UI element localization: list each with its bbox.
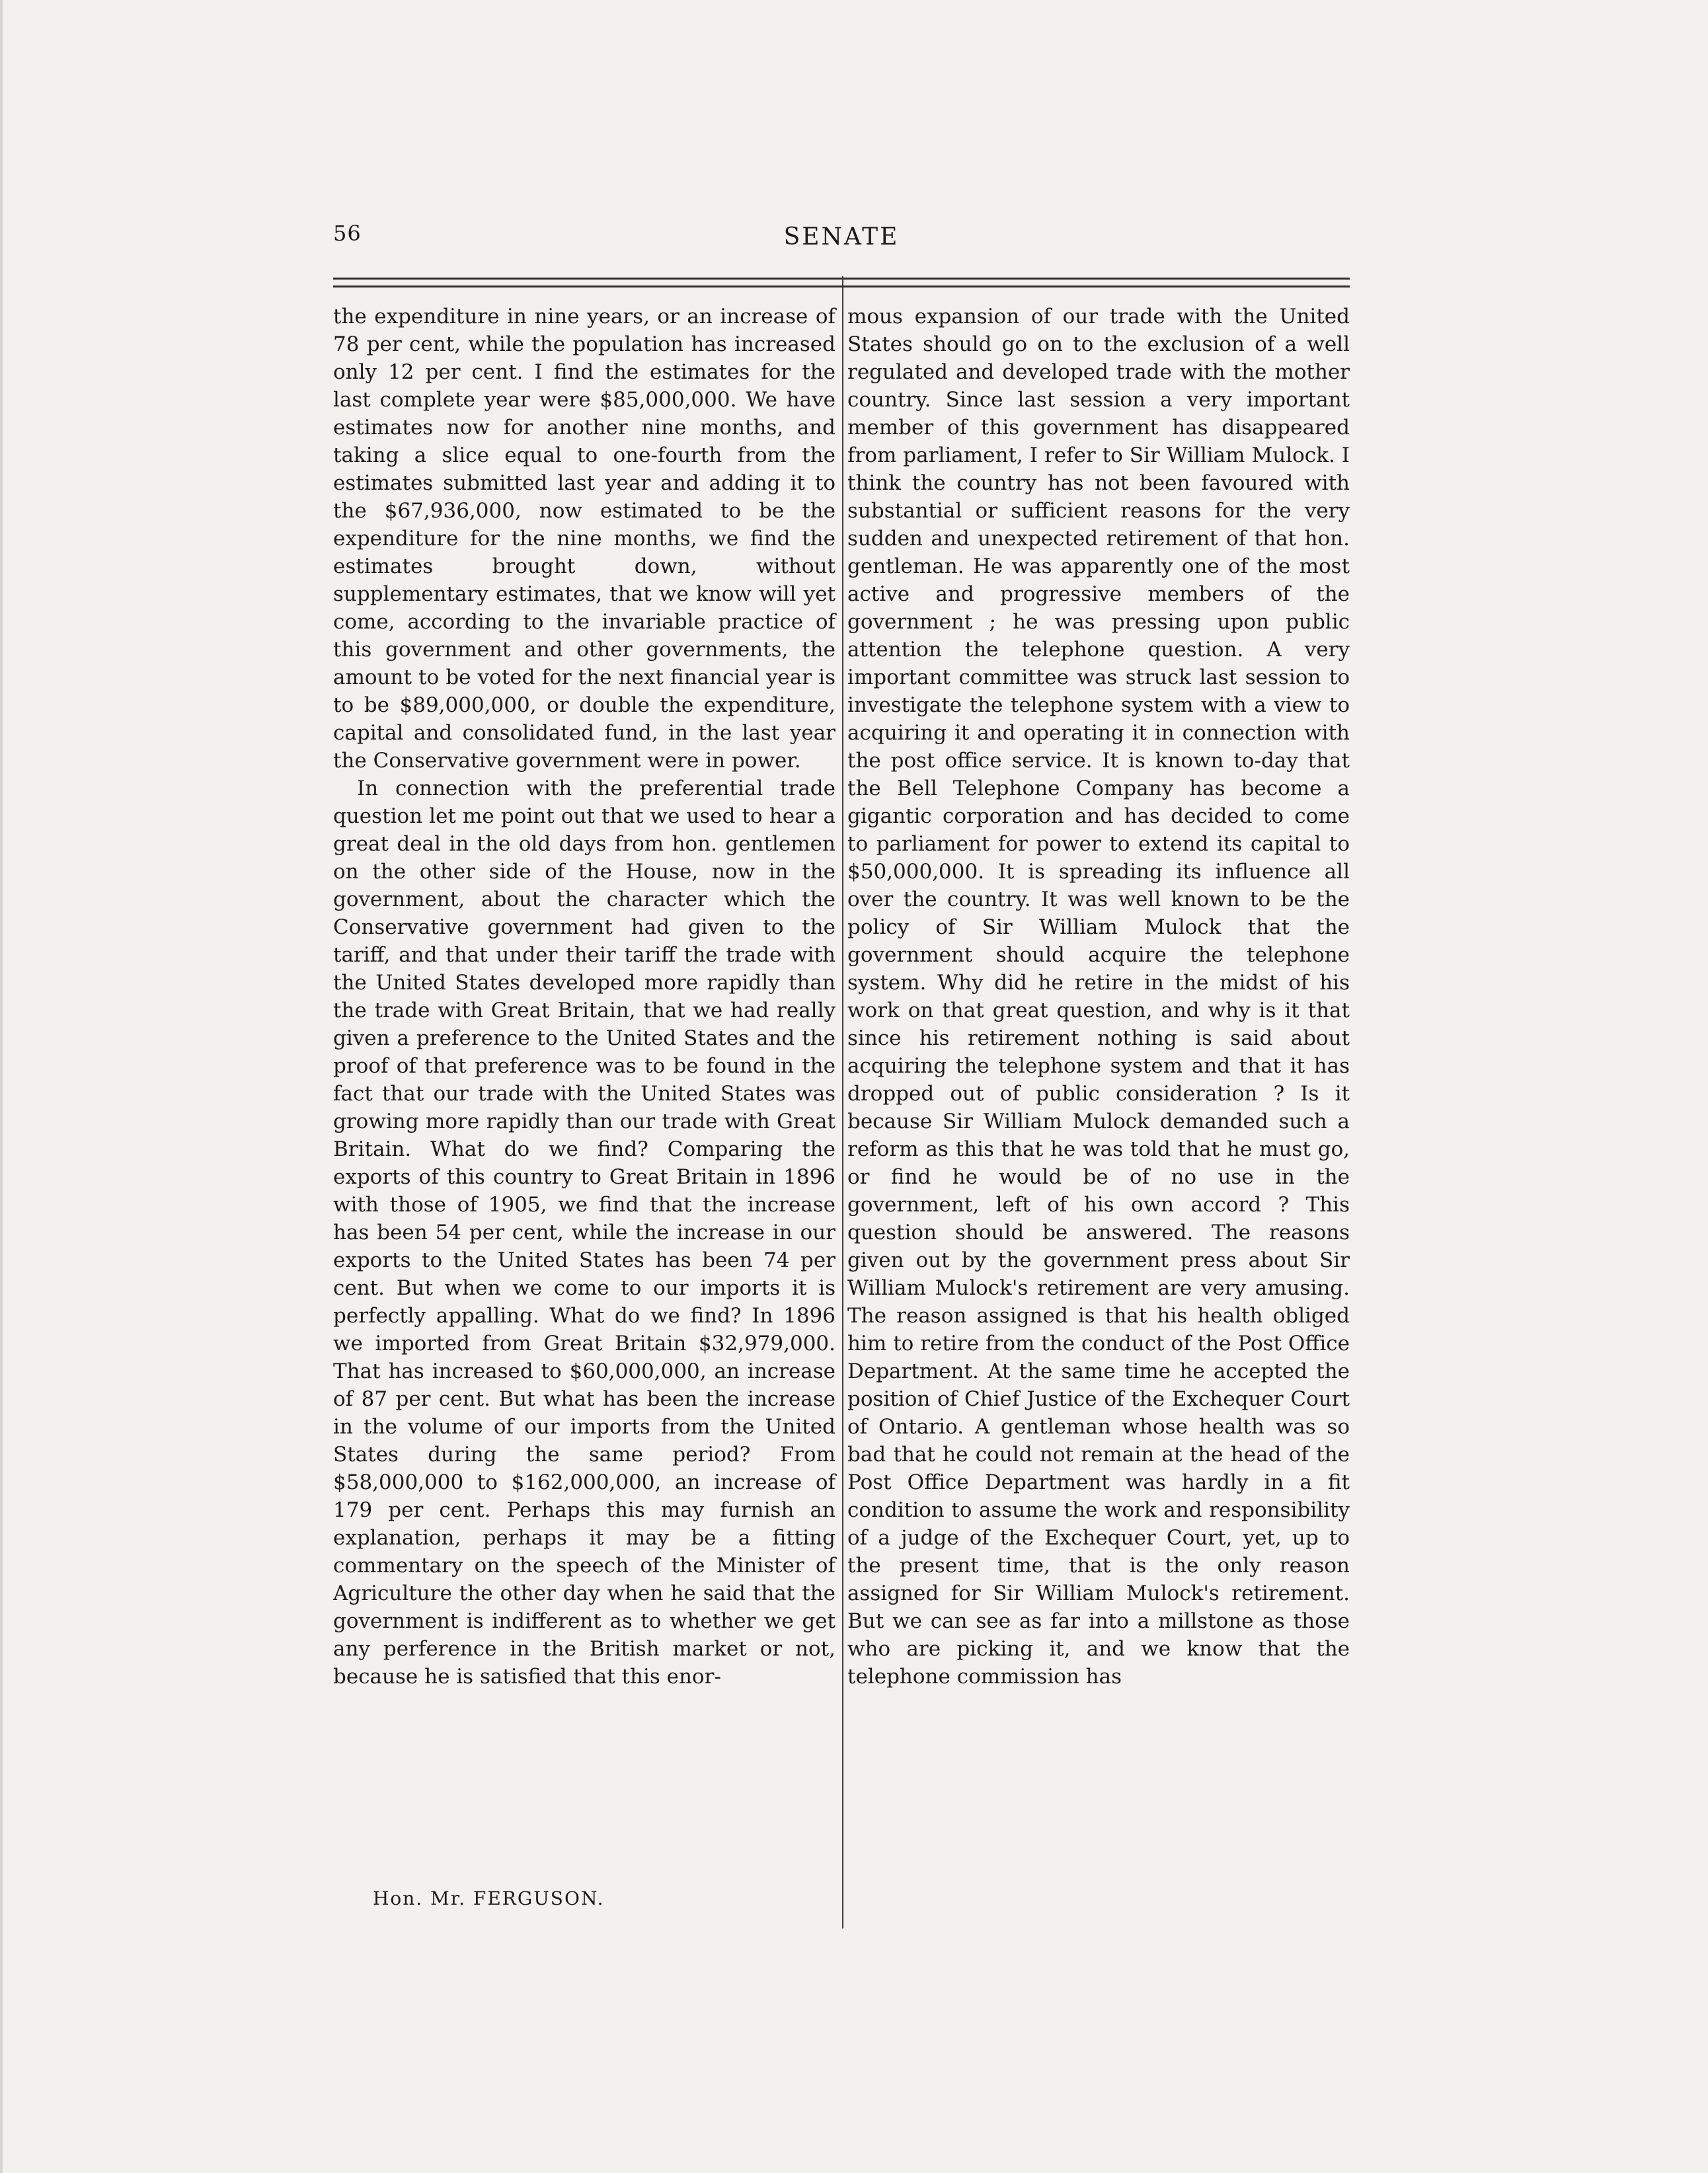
header-rule-top <box>333 278 1350 280</box>
page-number: 56 <box>333 221 362 246</box>
column-divider <box>842 276 843 1928</box>
speaker-footer: Hon. Mr. FERGUSON. <box>373 1887 605 1909</box>
left-paragraph-2: In connection with the preferential trade question let me point out that we used to hear a great deal in the old days from hon. gentlemen on the other side of the House, now in the government, about the character which the Conservative government had given to the tariff, and that under their tariff the trade with the United States developed more rapidly than the trade with Great Britain, that we had really given a preference to the United States and the proof of that preference was to be found in the fact that our trade with the United States was growing more rapidly than our trade with Great Britain. What do we find? Comparing the exports of this country to Great Britain in 1896 with those of 1905, we find that the increase has been 54 per cent, while the increase in our exports to the United States has been 74 per cent. But when we come to our imports it is perfectly appalling. What do we find? In 1896 we imported from Great Britain $32,979,000. That has increased to $60,000,000, an increase of 87 per cent. But what has been the increase in the volume of our imports from the United States during the same period? From $58,000,000 to $162,000,000, an increase of 179 per cent. Perhaps this may furnish an explanation, perhaps it may be a fitting commentary on the speech of the Minister of Agriculture the other day when he said that the government is indifferent as to whether we get any perference in the British market or not, because he is satisfied that this enor- <box>333 777 835 1689</box>
running-head: SENATE <box>783 223 900 250</box>
right-column <box>847 303 1350 1691</box>
header-rule-bottom <box>333 286 1350 287</box>
right-paragraph-1: mous expansion of our trade with the United States should go on to the exclusion of a well regulated and developed trade with the mother country. Since last session a very important member of this government has disappeared from parliament, I refer to Sir William Mulock. I think the country has not been favoured with substantial or sufficient reasons for the very sudden and unexpected retirement of that hon. gentleman. He was apparently one of the most active and progressive members of the government ; he was pressing upon public attention the telephone question. A very important committee was struck last session to investigate the telephone system with a view to acquiring it and operating it in connection with the post office service. It is known to-day that the Bell Telephone Company has become a gigantic corporation and has decided to come to parliament for power to extend its capital to $50,000,000. It is spreading its influence all over the country. It was well known to be the policy of Sir William Mulock that the government should acquire the telephone system. Why did he retire in the midst of his work on that great question, and why is it that since his retirement nothing is said about acquiring the telephone system and that it has dropped out of public consideration ? Is it because Sir William Mulock demanded such a reform as this that he was told that he must go, or find he would be of no use in the government, left of his own accord ? This question should be answered. The reasons given out by the government press about Sir William Mulock's retirement are very amusing. The reason assigned is that his health obliged him to retire from the conduct of the Post Office Department. At the same time he accepted the position of Chief Justice of the Exchequer Court of Ontario. A gentleman whose health was so bad that he could not remain at the head of the Post Office Department was hardly in a fit condition to assume the work and responsibility of a judge of the Exchequer Court, yet, up to the present time, that is the only reason assigned for Sir William Mulock's retirement. But we can see as far into a millstone as those who are picking it, and we know that the telephone commission has <box>847 305 1350 1689</box>
page-edge <box>0 0 3 2173</box>
left-column <box>333 303 835 1691</box>
left-paragraph-1: the expenditure in nine years, or an increase of 78 per cent, while the population has increased only 12 per cent. I find the estimates for the last complete year were $85,000,000. We have estimates now for another nine months, and taking a slice equal to one-fourth from the estimates submitted last year and adding it to the $67,936,000, now estimated to be the expenditure for the nine months, we find the estimates brought down, without supplementary estimates, that we know will yet come, according to the invariable practice of this government and other governments, the amount to be voted for the next financial year is to be $89,000,000, or double the expenditure, capital and consolidated fund, in the last year the Conservative government were in power. <box>333 305 835 773</box>
page-header <box>333 215 1350 255</box>
